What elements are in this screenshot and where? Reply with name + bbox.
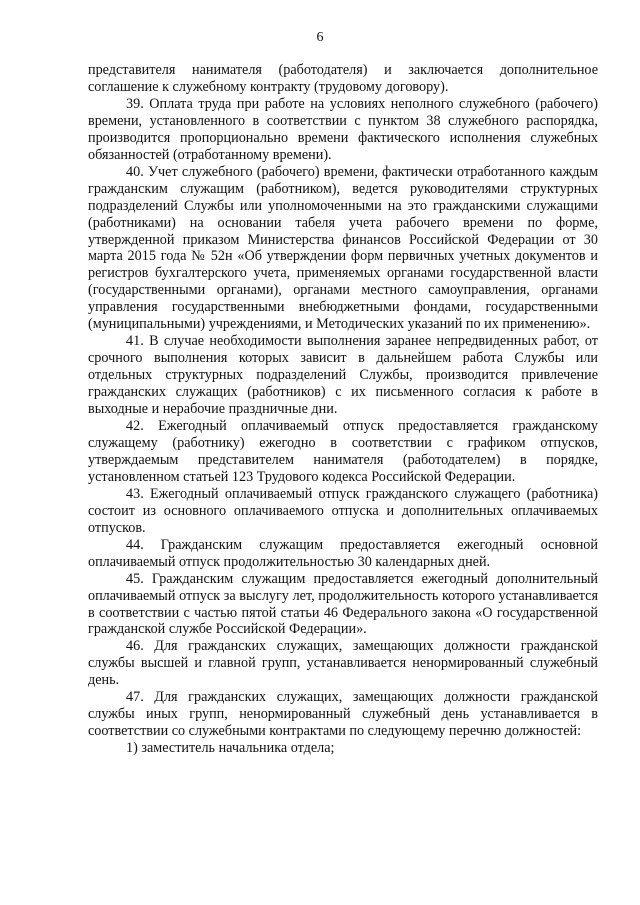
paragraph-39: 39. Оплата труда при работе на условиях неполного служебного (рабочего) времени, установленного в соответствии с пунктом 38 служебного распорядка, производится пропорционально времени фактического исполнения служебных обязанностей (отработанному времени). [88, 95, 598, 163]
paragraph-40: 40. Учет служебного (рабочего) времени, фактически отработанного каждым гражданским служащим (работником), ведется руководителями структурных подразделений Службы или уполномоченными на это гражданскими служащими (работниками) на основании табеля учета рабочего времени по форме, утвержденной приказом Министерства финансов Российской Федерации от 30 марта 2015 года № 52н «Об утверждении форм первичных учетных документов и регистров бухгалтерского учета, применяемых органами государственной власти (государственными органами), органами местного самоуправления, органами управления государственными внебюджетными фондами, государственными (муниципальными) учреждениями, и Методических указаний по их применению». [88, 163, 598, 333]
document-body [88, 62, 598, 757]
list-item-1: 1) заместитель начальника отдела; [126, 740, 335, 757]
paragraph-43: 43. Ежегодный оплачиваемый отпуск гражданского служащего (работника) состоит из основного оплачиваемого отпуска и дополнительных оплачиваемых отпусков. [88, 485, 598, 536]
paragraph-continuation: представителя нанимателя (работодателя) и заключается дополнительное соглашение к служебному контракту (трудовому договору). [88, 62, 598, 95]
paragraph-44: 44. Гражданским служащим предоставляется ежегодный основной оплачиваемый отпуск продолжительностью 30 календарных дней. [88, 536, 598, 570]
paragraph-45: 45. Гражданским служащим предоставляется ежегодный дополнительный оплачиваемый отпуск за выслугу лет, продолжительность которого устанавливается в соответствии с частью пятой статьи 46 Федерального закона «О государственной гражданской службе Российской Федерации». [88, 570, 598, 638]
page-number: 6 [316, 30, 324, 45]
paragraph-46: 46. Для гражданских служащих, замещающих должности гражданской службы высшей и главной групп, устанавливается ненормированный служебный день. [88, 638, 598, 689]
paragraph-41: 41. В случае необходимости выполнения заранее непредвиденных работ, от срочного выполнения которых зависит в дальнейшем работа Службы или отдельных структурных подразделений Службы, производится привлечение гражданских служащих (работников) с их письменного согласия к работе в выходные и нерабочие праздничные дни. [88, 333, 598, 418]
paragraph-42: 42. Ежегодный оплачиваемый отпуск предоставляется гражданскому служащему (работнику) ежегодно в соответствии с графиком отпусков, утверждаемым представителем нанимателя (работодателем) в порядке, установленном статьей 123 Трудового кодекса Российской Федерации. [88, 418, 598, 485]
paragraph-47: 47. Для гражданских служащих, замещающих должности гражданской службы иных групп, ненормированный служебный день устанавливается в соответствии со служебными контрактами по следующему перечню должностей: [88, 689, 598, 740]
